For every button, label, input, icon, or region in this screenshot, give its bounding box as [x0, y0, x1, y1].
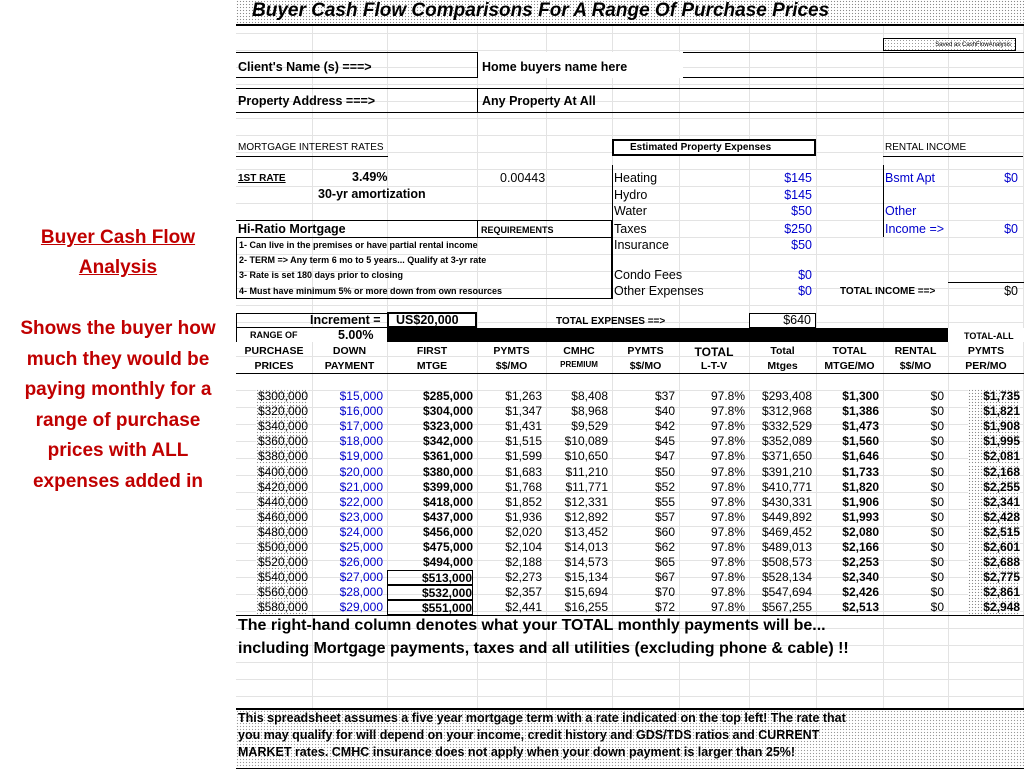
- disclaimer-box: [236, 708, 1024, 769]
- payments-cell: $1,768: [505, 479, 542, 494]
- table-row: [236, 449, 1024, 464]
- rental-cell: $0: [930, 585, 944, 600]
- total-mortgages-cell: $371,650: [761, 449, 812, 464]
- down-payment-cell: $29,000: [339, 600, 383, 615]
- ltv-cell: 97.8%: [710, 464, 745, 479]
- cmhc-premium-cell: $10,650: [564, 449, 608, 464]
- total-mortgage-monthly-cell: $2,340: [842, 570, 879, 585]
- total-mortgages-cell: $332,529: [761, 419, 812, 434]
- total-mortgage-monthly-cell: $1,820: [842, 479, 879, 494]
- table-row: [236, 510, 1024, 525]
- total-mortgage-monthly-cell: $1,386: [842, 404, 879, 419]
- first-mortgage-cell: $456,000: [422, 524, 473, 539]
- down-payment-cell: $23,000: [339, 509, 383, 524]
- purchase-price-cell: $560,000: [257, 585, 308, 600]
- client-name-field[interactable]: Home buyers name here: [482, 60, 628, 74]
- disclaimer-line: you may qualify for will depend on your income, credit history and GDS/TDS ratios and CURRENT: [238, 728, 820, 742]
- purchase-price-cell: $380,000: [257, 449, 308, 464]
- property-address-field[interactable]: Any Property At All: [482, 94, 596, 108]
- cmhc-payments-cell: $70: [654, 585, 675, 600]
- table-row: [236, 555, 1024, 570]
- total-mortgages-cell: $352,089: [761, 434, 812, 449]
- ltv-cell: 97.8%: [710, 555, 745, 570]
- cmhc-payments-cell: $57: [654, 509, 675, 524]
- ltv-cell: 97.8%: [710, 419, 745, 434]
- cmhc-payments-cell: $42: [654, 419, 675, 434]
- table-row: [236, 465, 1024, 480]
- requirements-label: REQUIREMENTS: [481, 225, 554, 235]
- note-line-2: including Mortgage payments, taxes and all utilities (excluding phone & cable) !!: [238, 640, 849, 657]
- rental-cell: $0: [930, 494, 944, 509]
- payments-cell: $1,515: [505, 434, 542, 449]
- cmhc-payments-cell: $55: [654, 494, 675, 509]
- total-all-cell: $1,995: [968, 434, 1020, 449]
- rental-cell: $0: [930, 479, 944, 494]
- disclaimer-line: MARKET rates. CMHC insurance does not apply when your down payment is larger than 25%!: [238, 745, 796, 759]
- down-payment-cell: $28,000: [339, 585, 383, 600]
- rate-factor: 0.00443: [500, 171, 546, 185]
- down-payment-cell: $25,000: [339, 540, 383, 554]
- cmhc-payments-cell: $62: [654, 540, 675, 554]
- column-header: $$/MO: [629, 360, 662, 372]
- cmhc-premium-cell: $12,892: [564, 509, 608, 524]
- cmhc-premium-cell: $13,452: [564, 524, 608, 539]
- down-payment-cell: $19,000: [339, 449, 383, 464]
- expense-name: Insurance: [614, 238, 669, 252]
- cmhc-premium-cell: $14,573: [564, 555, 608, 570]
- purchase-price-cell: $540,000: [257, 570, 308, 585]
- first-mortgage-cell: $361,000: [422, 449, 473, 464]
- total-mortgage-monthly-cell: $2,513: [842, 600, 879, 615]
- table-row: [236, 480, 1024, 495]
- total-all-cell: $2,428: [968, 510, 1020, 525]
- total-mortgages-cell: $528,134: [761, 570, 812, 585]
- note-line-1: The right-hand column denotes what your TOTAL monthly payments will be...: [238, 617, 826, 634]
- down-payment-cell: $24,000: [339, 524, 383, 539]
- down-payment-cell: $22,000: [339, 494, 383, 509]
- down-payment-cell: $27,000: [339, 570, 383, 585]
- cmhc-premium-cell: $11,210: [565, 464, 608, 479]
- requirement-1: 1- Can live in the premises or have partial rental income: [239, 240, 478, 250]
- requirement-4: 4- Must have minimum 5% or more down from own resources: [239, 286, 503, 296]
- total-mortgages-cell: $410,771: [761, 479, 812, 494]
- first-rate-label: 1ST RATE: [238, 173, 286, 184]
- total-all-cell: $2,168: [968, 465, 1020, 480]
- first-mortgage-cell: $475,000: [422, 540, 473, 554]
- down-payment-cell: $17,000: [339, 419, 383, 434]
- ltv-cell: 97.8%: [710, 449, 745, 464]
- payments-cell: $2,104: [505, 540, 542, 554]
- payments-cell: $1,347: [505, 404, 542, 419]
- total-mortgages-cell: $430,331: [761, 494, 812, 509]
- table-row: [236, 585, 1024, 600]
- other-label: Other: [885, 204, 917, 218]
- total-mortgage-monthly-cell: $1,300: [842, 389, 879, 403]
- table-row: [236, 434, 1024, 449]
- cmhc-premium-cell: $10,089: [564, 434, 608, 449]
- total-mortgage-monthly-cell: $1,473: [842, 419, 879, 434]
- total-mortgages-cell: $567,255: [761, 600, 812, 615]
- table-row: [236, 495, 1024, 510]
- column-header: PREMIUM: [560, 360, 598, 369]
- cmhc-payments-cell: $47: [654, 449, 675, 464]
- column-header: DOWN: [332, 345, 367, 357]
- total-all-cell: $2,775: [968, 570, 1020, 585]
- down-payment-cell: $18,000: [339, 434, 383, 449]
- purchase-price-cell: $300,000: [257, 389, 308, 403]
- requirement-3: 3- Rate is set 180 days prior to closing: [239, 270, 404, 280]
- total-all-cell: $2,515: [968, 525, 1020, 540]
- payments-cell: $1,599: [505, 449, 542, 464]
- first-mortgage-cell: $551,000: [387, 600, 473, 615]
- ltv-cell: 97.8%: [710, 494, 745, 509]
- column-header: $$/MO: [495, 360, 528, 372]
- cmhc-premium-cell: $16,255: [564, 600, 608, 615]
- ltv-cell: 97.8%: [710, 600, 745, 615]
- purchase-price-cell: $360,000: [257, 434, 308, 449]
- rental-cell: $0: [930, 570, 944, 585]
- purchase-price-cell: $520,000: [257, 555, 308, 570]
- sheet-title: Buyer Cash Flow Comparisons For A Range Of Purchase Prices: [252, 0, 830, 21]
- column-header: L-T-V: [700, 360, 728, 372]
- total-mortgage-monthly-cell: $2,426: [842, 585, 879, 600]
- rental-income-label: RENTAL INCOME: [885, 142, 967, 153]
- cmhc-payments-cell: $40: [654, 404, 675, 419]
- payments-cell: $2,357: [505, 585, 542, 600]
- first-rate-value[interactable]: 3.49%: [352, 170, 388, 184]
- rental-cell: $0: [930, 404, 944, 419]
- table-row: [236, 525, 1024, 540]
- total-mortgage-monthly-cell: $1,906: [842, 494, 879, 509]
- column-header: RENTAL: [894, 345, 937, 357]
- column-header: Total: [770, 345, 795, 357]
- column-header: CMHC: [563, 345, 595, 357]
- column-header: Mtges: [767, 360, 798, 372]
- sheet-title-bar: [236, 0, 1024, 26]
- payments-cell: $1,936: [505, 509, 542, 524]
- purchase-price-cell: $440,000: [257, 494, 308, 509]
- expense-value[interactable]: $250: [784, 222, 812, 236]
- ltv-cell: 97.8%: [710, 524, 745, 539]
- down-payment-cell: $15,000: [339, 389, 383, 403]
- total-income-label: TOTAL INCOME ==>: [840, 286, 936, 297]
- increment-label: Increment =: [310, 313, 381, 327]
- hi-ratio-label: Hi-Ratio Mortgage: [238, 222, 346, 236]
- total-mortgage-monthly-cell: $1,993: [842, 509, 879, 524]
- purchase-price-cell: $580,000: [257, 600, 308, 615]
- column-header: PAYMENT: [324, 360, 375, 372]
- total-all-cell: $1,735: [968, 389, 1020, 404]
- down-payment-cell: $26,000: [339, 555, 383, 570]
- rental-cell: $0: [930, 434, 944, 449]
- increment-value[interactable]: US$20,000: [396, 313, 459, 327]
- expenses-label: Estimated Property Expenses: [630, 142, 772, 153]
- column-header: $$/MO: [899, 360, 932, 372]
- first-mortgage-cell: $342,000: [422, 434, 473, 449]
- requirement-2: 2- TERM => Any term 6 mo to 5 years... Qualify at 3-yr rate: [239, 255, 487, 265]
- cmhc-premium-cell: $15,134: [564, 570, 608, 585]
- payments-cell: $2,273: [505, 570, 542, 585]
- cmhc-premium-cell: $8,968: [571, 404, 608, 419]
- range-label: RANGE OF: [250, 330, 298, 340]
- total-income-value: $0: [1004, 284, 1018, 298]
- expense-value[interactable]: $50: [791, 238, 812, 252]
- column-header: FIRST: [416, 345, 448, 357]
- down-payment-cell: $21,000: [339, 479, 383, 494]
- first-mortgage-cell: $380,000: [422, 464, 473, 479]
- rental-cell: $0: [930, 509, 944, 524]
- income-label: Income =>: [885, 222, 945, 236]
- total-all-cell: $2,861: [968, 585, 1020, 600]
- first-mortgage-cell: $399,000: [422, 479, 473, 494]
- column-header: PYMTS: [627, 345, 664, 357]
- rental-cell: $0: [930, 389, 944, 403]
- cmhc-payments-cell: $67: [654, 570, 675, 585]
- total-mortgages-cell: $469,452: [761, 524, 812, 539]
- cmhc-payments-cell: $72: [654, 600, 675, 615]
- total-all-label: TOTAL-ALL: [964, 331, 1014, 341]
- cmhc-payments-cell: $37: [654, 389, 675, 403]
- purchase-price-cell: $320,000: [257, 404, 308, 419]
- first-mortgage-cell: $418,000: [422, 494, 473, 509]
- rental-cell: $0: [930, 419, 944, 434]
- other-income-value[interactable]: $0: [1004, 222, 1018, 236]
- total-expenses-label: TOTAL EXPENSES ==>: [556, 316, 666, 327]
- total-all-cell: $2,601: [968, 540, 1020, 555]
- total-all-cell: $1,821: [968, 404, 1020, 419]
- payments-cell: $1,263: [505, 389, 542, 403]
- first-mortgage-cell: $532,000: [387, 585, 473, 600]
- rental-cell: $0: [930, 555, 944, 570]
- range-value[interactable]: 5.00%: [338, 328, 374, 342]
- first-mortgage-cell: $304,000: [422, 404, 473, 419]
- column-header: PYMTS: [493, 345, 530, 357]
- column-header: PYMTS: [967, 345, 1005, 357]
- down-payment-cell: $20,000: [339, 464, 383, 479]
- table-row: [236, 404, 1024, 419]
- panel-description: Shows the buyer how much they would be paying monthly for a range of purchase prices with ALL expenses added in: [20, 318, 216, 492]
- first-mortgage-cell: $494,000: [422, 555, 473, 570]
- cmhc-premium-cell: $9,529: [571, 419, 608, 434]
- total-mortgage-monthly-cell: $1,646: [842, 449, 879, 464]
- purchase-price-cell: $340,000: [257, 419, 308, 434]
- spreadsheet: [236, 0, 1024, 768]
- total-all-cell: $2,948: [968, 600, 1020, 615]
- total-mortgages-cell: $391,210: [761, 464, 812, 479]
- table-row: [236, 389, 1024, 404]
- total-all-cell: $2,341: [968, 495, 1020, 510]
- column-header: MTGE/MO: [824, 360, 875, 372]
- total-all-cell: $2,081: [968, 449, 1020, 464]
- column-header: PER/MO: [965, 360, 1007, 372]
- first-mortgage-cell: $285,000: [422, 389, 473, 403]
- table-row: [236, 540, 1024, 555]
- total-mortgages-cell: $449,892: [761, 509, 812, 524]
- column-header: PURCHASE: [244, 345, 304, 357]
- expense-name: Taxes: [614, 222, 647, 236]
- first-mortgage-cell: $513,000: [387, 570, 473, 585]
- ltv-cell: 97.8%: [710, 540, 745, 554]
- table-row: [236, 600, 1024, 615]
- cmhc-premium-cell: $12,331: [564, 494, 608, 509]
- total-all-cell: $2,255: [968, 480, 1020, 495]
- expense-value[interactable]: $50: [791, 204, 812, 218]
- ltv-cell: 97.8%: [710, 404, 745, 419]
- cmhc-payments-cell: $52: [654, 479, 675, 494]
- column-header: TOTAL: [832, 345, 867, 357]
- expense-name: Condo Fees: [614, 268, 683, 282]
- payments-cell: $1,683: [505, 464, 542, 479]
- bsmt-apt-label: Bsmt Apt: [885, 171, 936, 185]
- purchase-price-cell: $400,000: [257, 464, 308, 479]
- cmhc-premium-cell: $14,013: [564, 540, 608, 554]
- total-mortgage-monthly-cell: $2,080: [842, 524, 879, 539]
- payments-cell: $1,852: [505, 494, 542, 509]
- cmhc-payments-cell: $65: [654, 555, 675, 570]
- ltv-cell: 97.8%: [710, 570, 745, 585]
- rental-cell: $0: [930, 540, 944, 554]
- table-row: [236, 419, 1024, 434]
- expense-name: Other Expenses: [614, 284, 704, 298]
- expense-value[interactable]: $0: [798, 284, 812, 298]
- ltv-cell: 97.8%: [710, 585, 745, 600]
- payments-cell: $2,188: [505, 555, 542, 570]
- total-mortgages-cell: $547,694: [761, 585, 812, 600]
- ltv-cell: 97.8%: [710, 479, 745, 494]
- ltv-cell: 97.8%: [710, 389, 745, 403]
- purchase-price-cell: $460,000: [257, 509, 308, 524]
- total-mortgage-monthly-cell: $1,560: [842, 434, 879, 449]
- cmhc-premium-cell: $15,694: [564, 585, 608, 600]
- expense-name: Hydro: [614, 188, 648, 202]
- total-mortgage-monthly-cell: $2,253: [842, 555, 879, 570]
- amortization-label: 30-yr amortization: [318, 187, 426, 201]
- left-panel: [0, 0, 236, 768]
- first-mortgage-cell: $323,000: [422, 419, 473, 434]
- purchase-price-cell: $480,000: [257, 524, 308, 539]
- table-row: [236, 570, 1024, 585]
- down-payment-cell: $16,000: [339, 404, 383, 419]
- total-all-cell: $2,688: [968, 555, 1020, 570]
- cmhc-premium-cell: $11,771: [565, 479, 608, 494]
- saved-as-label: Saved as CashFlowAnalysis: [883, 38, 1016, 51]
- total-mortgages-cell: $293,408: [761, 389, 812, 403]
- expense-name: Water: [614, 204, 647, 218]
- column-header: PRICES: [254, 360, 294, 372]
- column-header: TOTAL: [694, 345, 734, 359]
- column-header: MTGE: [416, 360, 448, 372]
- address-label: Property Address ===>: [238, 94, 376, 108]
- payments-cell: $2,020: [505, 524, 542, 539]
- rental-cell: $0: [930, 600, 944, 615]
- purchase-price-cell: $420,000: [257, 479, 308, 494]
- mortgage-rates-label: MORTGAGE INTEREST RATES: [238, 142, 384, 153]
- ltv-cell: 97.8%: [710, 509, 745, 524]
- expense-value[interactable]: $0: [798, 268, 812, 282]
- total-mortgages-cell: $312,968: [761, 404, 812, 419]
- purchase-price-cell: $500,000: [257, 540, 308, 554]
- total-mortgage-monthly-cell: $1,733: [842, 464, 879, 479]
- client-label: Client's Name (s) ===>: [238, 60, 372, 74]
- expense-value[interactable]: $145: [784, 188, 812, 202]
- cmhc-payments-cell: $45: [654, 434, 675, 449]
- payments-cell: $1,431: [505, 419, 542, 434]
- cmhc-payments-cell: $60: [654, 524, 675, 539]
- panel-title: Buyer Cash Flow Analysis: [40, 227, 196, 278]
- expense-name: Heating: [614, 171, 658, 185]
- cmhc-premium-cell: $8,408: [571, 389, 608, 403]
- rental-cell: $0: [930, 464, 944, 479]
- total-expenses-value: $640: [783, 313, 811, 327]
- rental-cell: $0: [930, 524, 944, 539]
- cmhc-payments-cell: $50: [654, 464, 675, 479]
- ltv-cell: 97.8%: [710, 434, 745, 449]
- first-mortgage-cell: $437,000: [422, 509, 473, 524]
- total-mortgages-cell: $489,013: [761, 540, 812, 554]
- rental-cell: $0: [930, 449, 944, 464]
- payments-cell: $2,441: [505, 600, 542, 615]
- total-mortgage-monthly-cell: $2,166: [842, 540, 879, 554]
- disclaimer-line: This spreadsheet assumes a five year mortgage term with a rate indicated on the top left! The rate that: [238, 711, 846, 725]
- bsmt-apt-value[interactable]: $0: [1004, 171, 1018, 185]
- total-mortgages-cell: $508,573: [761, 555, 812, 570]
- total-all-cell: $1,908: [968, 419, 1020, 434]
- expense-value[interactable]: $145: [784, 171, 812, 185]
